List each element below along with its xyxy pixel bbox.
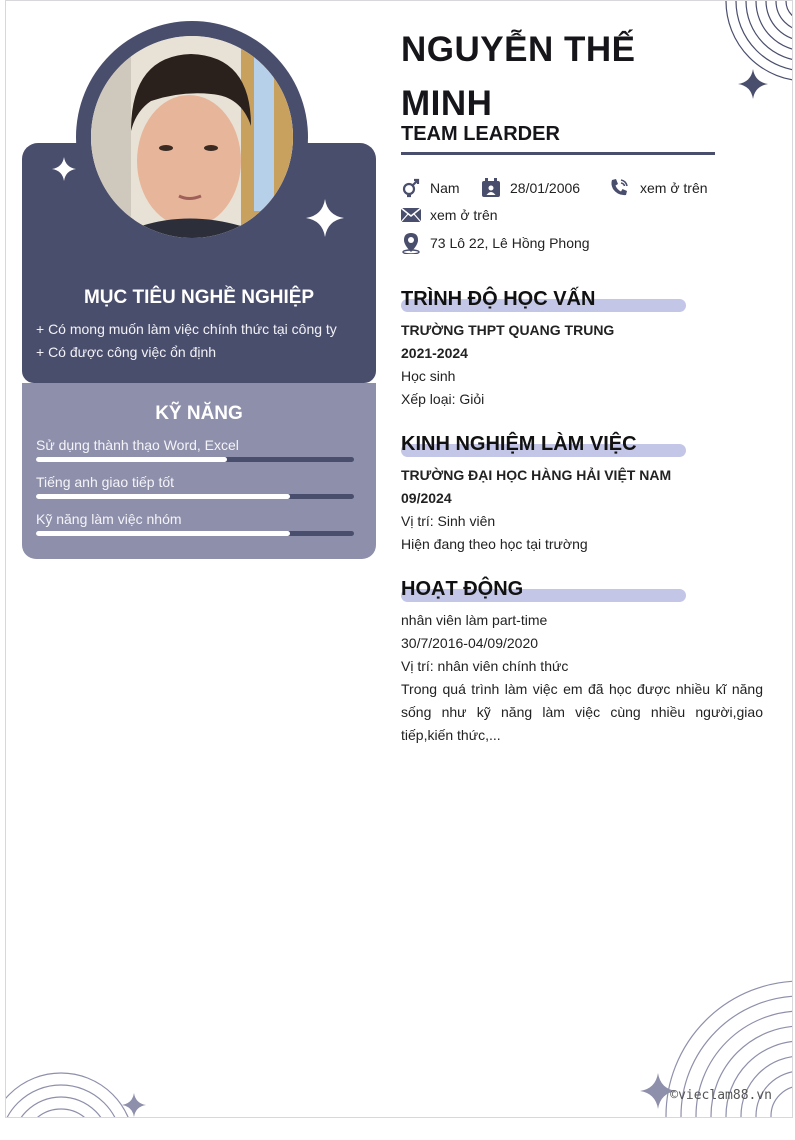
education-school: TRƯỜNG THPT QUANG TRUNG [401,322,615,338]
skill-label: Sử dụng thành thạo Word, Excel [36,437,239,453]
experience-detail: Hiện đang theo học tại trường [401,536,588,552]
sparkle-icon [306,199,344,237]
skills-title: KỸ NĂNG [155,403,243,424]
education-detail: Xếp loại: Giỏi [401,391,485,407]
skill-bar-fill [36,457,227,462]
sparkle-icon [738,69,768,99]
sparkle-icon [122,1093,146,1117]
experience-detail: Vị trí: Sinh viên [401,513,496,529]
activity-detail: Vị trí: nhân viên chính thức [401,658,569,674]
objective-line: + Có được công việc ổn định [36,344,217,360]
sparkle-icon [52,157,76,181]
skill-bar-fill [36,531,290,536]
gender-info [401,178,460,198]
phone-text: xem ở trên [640,180,708,196]
objective-line: + Có mong muốn làm việc chính thức tại công ty [36,321,337,337]
gender-text: Nam [430,180,460,196]
name-line: NGUYỄN THẾ [401,30,636,69]
job-title: TEAM LEARDER [401,123,560,145]
phone-icon [609,178,631,198]
skill-bar [36,494,354,499]
skill-bar [36,531,354,536]
gender-icon [401,178,421,198]
skill-bar [36,457,354,462]
candidate-name [401,23,635,131]
activity-description: Trong quá trình làm việc em đã học được nhiều kĩ năng sống như kỹ năng làm việc cùng nhiều người,giao tiếp,kiến thức,... [401,681,763,743]
experience-period: 09/2024 [401,490,452,506]
education-detail: Học sinh [401,368,456,384]
experience-title: KINH NGHIỆM LÀM VIỆC [401,433,637,455]
activity-detail: nhân viên làm part-time [401,612,548,628]
email-text: xem ở trên [430,207,498,223]
education-title: TRÌNH ĐỘ HỌC VẤN [401,288,596,310]
name-line: MINH [401,84,493,123]
email-info [401,205,498,225]
calendar-icon [481,178,501,198]
activity-detail: 30/7/2016-04/09/2020 [401,635,539,651]
cv-page [5,0,793,1118]
location-pin-icon [401,232,421,254]
activities-title: HOẠT ĐỘNG [401,578,524,600]
envelope-icon [401,205,421,225]
objective-title: MỤC TIÊU NGHỀ NGHIỆP [83,287,315,308]
address-text: 73 Lô 22, Lê Hồng Phong [430,235,590,251]
education-period: 2021-2024 [401,345,468,361]
avatar [91,36,293,238]
skill-bar-fill [36,494,290,499]
experience-org: TRƯỜNG ĐẠI HỌC HÀNG HẢI VIỆT NAM [401,467,672,483]
birthdate-info [481,178,580,198]
skill-label: Tiếng anh giao tiếp tốt [36,474,175,490]
profile-photo-illustration [91,36,293,238]
title-underline [401,152,715,155]
birthdate-text: 28/01/2006 [510,180,581,196]
address-info [401,232,590,254]
watermark: ©vieclam88.vn [670,1088,772,1103]
phone-info [609,178,708,198]
skill-label: Kỹ năng làm việc nhóm [36,511,182,527]
